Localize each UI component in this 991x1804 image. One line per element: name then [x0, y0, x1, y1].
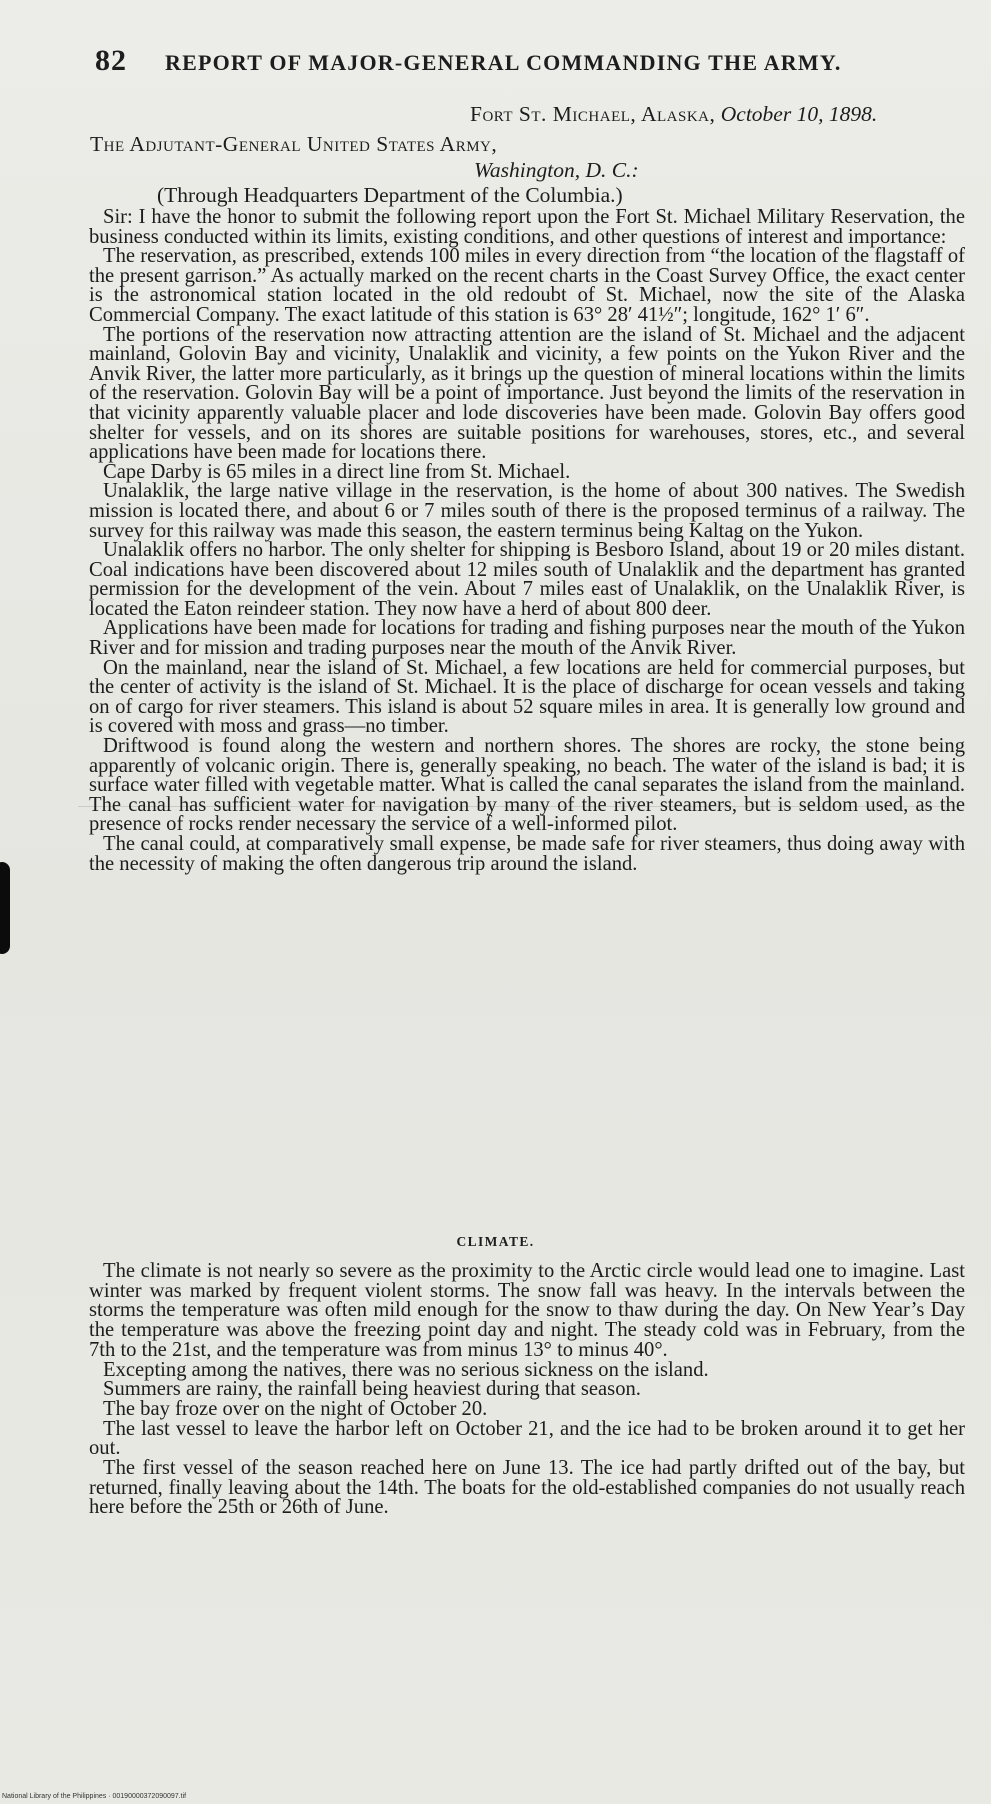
paragraph: The bay froze over on the night of October 20. — [103, 1397, 488, 1420]
paragraph: The portions of the reservation now attracting attention are the island of St. Michael and the adjacent mainland, Golovin Bay and vicinity, Unalaklik and vicinity, a few points on the Yukon River and the Anvik River, the latter more particularly, as it brings up the question of mineral locations within the limits of the reservation. Golovin Bay will be a point of importance. Just beyond the limits of the reservation in that vicinity apparently valuable placer and lode discoveries have been made. Golovin Bay offers good shelter for vessels, and on its shores are suitable positions for warehouses, stores, etc., and several applications have been made for locations there. — [89, 323, 965, 464]
paragraph: Excepting among the natives, there was no serious sickness on the island. — [103, 1358, 709, 1381]
section-heading-climate: CLIMATE. — [456, 1234, 535, 1249]
running-head: REPORT OF MAJOR-GENERAL COMMANDING THE ARMY. — [165, 50, 842, 75]
paragraph: Cape Darby is 65 miles in a direct line from St. Michael. — [103, 460, 571, 483]
report-body — [89, 208, 965, 874]
page-header — [95, 44, 915, 78]
through-channel: (Through Headquarters Department of the Columbia.) — [157, 183, 623, 207]
addressee-place: Washington, D. C.: — [474, 158, 639, 182]
paragraph: The last vessel to leave the harbor left on October 21, and the ice had to be broken around it to get her out. — [89, 1417, 965, 1460]
binding-shadow — [0, 862, 10, 954]
paragraph: The reservation, as prescribed, extends 100 miles in every direction from “the location of the flagstaff of the present garrison.” As actually marked on the recent charts in the Coast Survey Office, the exact center is the astronomical station located in the old redoubt of St. Michael, now the site of the Alaska Commercial Company. The exact latitude of this station is 63° 28′ 41½″; longitude, 162° 1′ 6″. — [89, 245, 965, 326]
page-number: 82 — [95, 44, 127, 77]
paragraph: The climate is not nearly so severe as the proximity to the Arctic circle would lead one to imagine. Last winter was marked by frequent violent storms. The snow fall was heavy. In the intervals between the storms the temperature was often mild enough for the snow to thaw during the day. On New Year’s Day the temperature was above the freezing point day and night. The steady cold was in February, from the 7th to the 21st, and the temperature was from minus 13° to minus 40°. — [89, 1260, 965, 1361]
paragraph: On the mainland, near the island of St. Michael, a few locations are held for commercial purposes, but the center of activity is the island of St. Michael. It is the place of discharge for ocean vessels and taking on of cargo for river steamers. This island is about 52 square miles in area. It is generally low ground and is covered with moss and grass—no timber. — [89, 656, 965, 738]
dateline-place: Fort St. Michael, Alaska, — [470, 102, 716, 126]
scan-source-note: National Library of the Philippines · 00190000372090097.tif — [2, 1793, 187, 1800]
dateline — [470, 102, 877, 126]
addressee: The Adjutant-General United States Army, — [90, 132, 498, 156]
paragraph: The canal could, at comparatively small expense, be made safe for river steamers, thus doing away with the necessity of making the often dangerous trip around the island. — [89, 833, 965, 875]
paragraph: The first vessel of the season reached here on June 13. The ice had partly drifted out of the bay, but returned, finally leaving about the 14th. The boats for the old-established companies do not usually reach here before the 25th or 26th of June. — [89, 1457, 965, 1519]
dateline-date: October 10, 1898. — [720, 102, 878, 126]
paragraph: Driftwood is found along the western and northern shores. The shores are rocky, the stone being apparently of volcanic origin. There is, generally speaking, no beach. The water of the island is bad; it is surface water filled with vegetable matter. What is called the canal separates the island from the mainland. The canal has sufficient water for navigation by many of the river steamers, but is seldom used, as the presence of rocks render necessary the service of a well-informed pilot. — [89, 735, 965, 836]
paragraph: Applications have been made for locations for trading and fishing purposes near the mouth of the Yukon River and for mission and trading purposes near the mouth of the Anvik River. — [89, 617, 965, 660]
paragraph: Unalaklik, the large native village in the reservation, is the home of about 300 natives. The Swedish mission is located there, and about 6 or 7 miles south of there is the proposed terminus of a railway. The survey for this railway was made this season, the eastern terminus being Kaltag on the Yukon. — [89, 480, 965, 542]
paragraph: Sir: I have the honor to submit the following report upon the Fort St. Michael Military Reservation, the business conducted within its limits, existing conditions, and other questions of interest and importance: — [89, 206, 965, 248]
paragraph: Summers are rainy, the rainfall being heaviest during that season. — [103, 1378, 641, 1401]
climate-section — [89, 1262, 965, 1518]
paragraph: Unalaklik offers no harbor. The only shelter for shipping is Besboro Island, about 19 or 20 miles distant. Coal indications have been discovered about 12 miles south of Unalaklik and the department has granted permission for the development of the vein. About 7 miles east of Unalaklik, on the Unalaklik River, is located the Eaton reindeer station. They now have a herd of about 800 deer. — [89, 539, 965, 620]
